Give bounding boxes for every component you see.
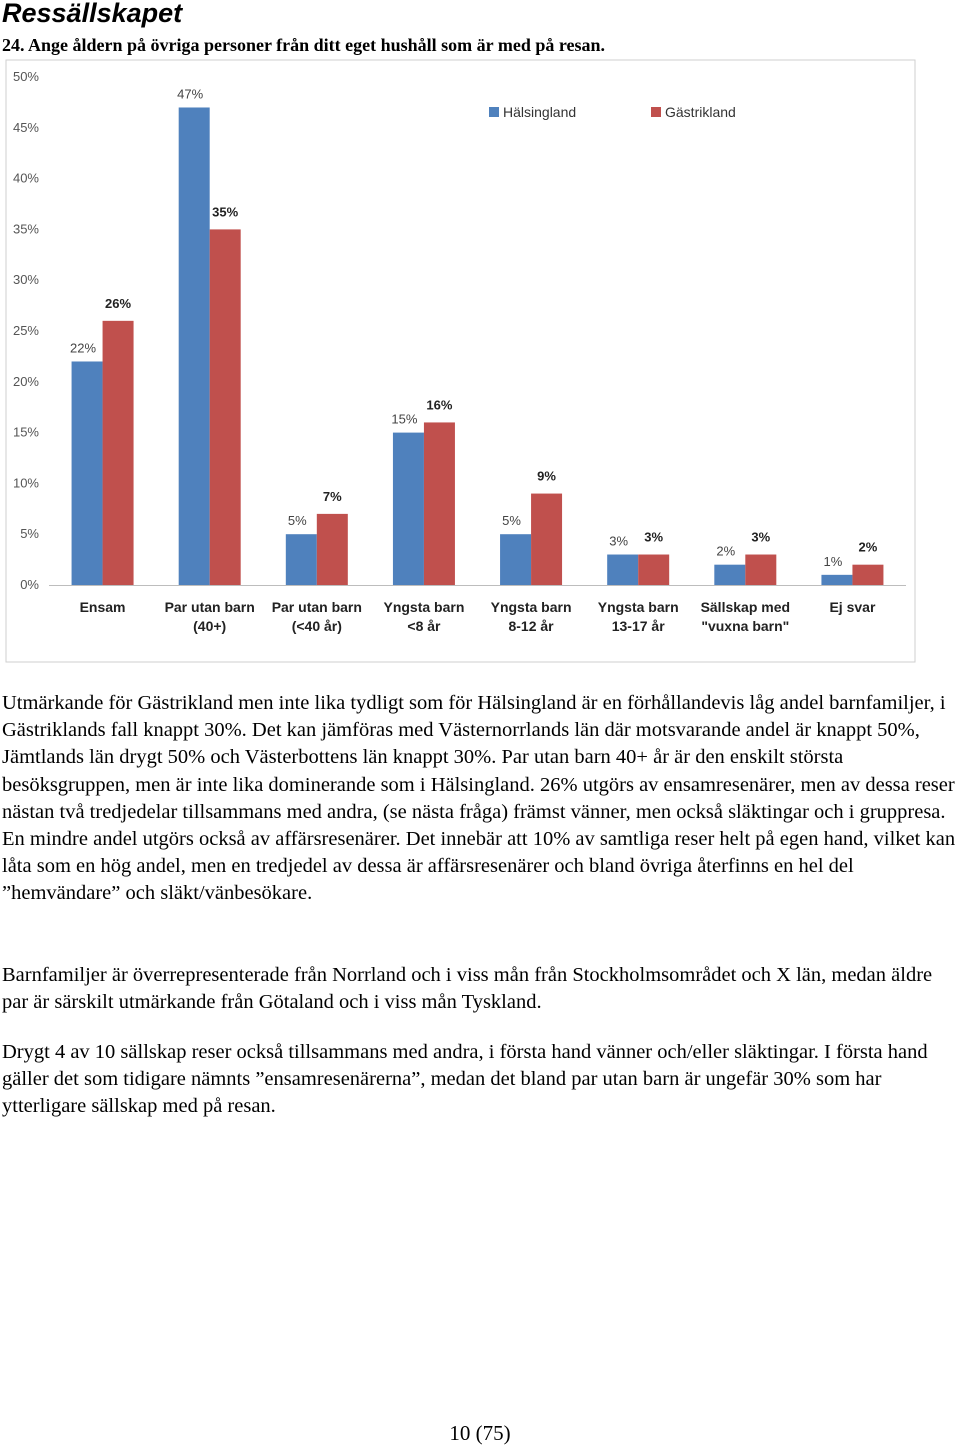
y-tick-label: 0% bbox=[20, 577, 39, 592]
legend-swatch bbox=[489, 107, 499, 117]
x-tick-label: Yngsta barn <8 år bbox=[383, 599, 465, 634]
data-label: 16% bbox=[426, 397, 453, 413]
bar-g-strikland bbox=[745, 555, 776, 585]
bar-h-lsingland bbox=[179, 107, 210, 585]
data-label: 47% bbox=[177, 86, 204, 102]
data-label: 15% bbox=[391, 411, 418, 427]
x-tick-label: Yngsta barn 8-12 år bbox=[490, 599, 572, 634]
y-tick-label: 25% bbox=[12, 323, 39, 338]
bar-g-strikland bbox=[317, 514, 348, 585]
paragraph-2: Barnfamiljer är överrepresenterade från Norrland och i viss mån från Stockholmsområdet och X län, medan äldre par är särskilt utmärkande från Götaland och i viss mån Tyskland. bbox=[2, 964, 933, 1014]
data-label: 3% bbox=[609, 533, 629, 549]
paragraph-1: Utmärkande för Gästrikland men inte lika tydligt som för Hälsingland är en förhållandevis låg andel barnfamiljer, i Gästriklands fall knappt 30%. Det kan jämföras med Västernorrlands län där motsvarande andel är knappt 50%, Jämtlands län drygt 50% och Västerbottens län knappt 30%. Par utan barn 40+ år är den enskilt största besöksgruppen, men är inte lika dominerande som i Hälsingland. 26% utgörs av ensamresenärer, men av dessa reser nästan två tredjedelar tillsammans med andra, (se nästa fråga) främst vänner, men också släktingar och i gruppresa. En mindre andel utgörs också av affärsresenärer. Det innebär att 10% av samtliga reser helt på egen hand, vilket kan låta som en hög andel, men en tredjedel av dessa är affärsresenärer och bland övriga återfinns en hel del ”hemvändare” och släkt/vänbesökare. bbox=[2, 692, 956, 905]
x-tick-label: Ensam bbox=[79, 599, 126, 615]
bar-h-lsingland bbox=[607, 555, 638, 585]
data-label: 7% bbox=[322, 488, 342, 504]
data-label: 3% bbox=[644, 529, 664, 545]
y-tick-label: 15% bbox=[12, 424, 39, 440]
data-label: 3% bbox=[751, 529, 771, 545]
y-tick-label: 5% bbox=[20, 526, 39, 542]
bar-h-lsingland bbox=[714, 565, 745, 585]
y-tick-label: 35% bbox=[12, 221, 39, 237]
bar-g-strikland bbox=[852, 565, 883, 585]
bar-h-lsingland bbox=[72, 361, 103, 585]
bar-h-lsingland bbox=[500, 534, 531, 585]
legend-label: Gästrikland bbox=[665, 104, 736, 120]
page-title: Ressällskapet bbox=[2, 0, 183, 28]
age-bar-chart bbox=[0, 58, 960, 668]
bar-h-lsingland bbox=[286, 534, 317, 585]
data-label: 26% bbox=[105, 295, 132, 311]
y-tick-label: 20% bbox=[12, 373, 39, 389]
bar-g-strikland bbox=[210, 229, 241, 585]
y-tick-label: 30% bbox=[12, 272, 39, 288]
bar-g-strikland bbox=[424, 422, 455, 585]
x-tick-label: Ej svar bbox=[829, 599, 876, 615]
x-tick-label: Par utan barn (<40 år) bbox=[271, 599, 362, 634]
x-tick-label: Sällskap med "vuxna barn" bbox=[700, 599, 791, 634]
x-tick-label: Yngsta barn 13-17 år bbox=[597, 599, 679, 634]
data-label: 9% bbox=[537, 468, 556, 484]
data-label: 1% bbox=[823, 553, 843, 569]
data-label: 5% bbox=[287, 513, 307, 529]
data-label: 2% bbox=[858, 539, 878, 555]
y-tick-label: 40% bbox=[12, 170, 39, 186]
paragraph-3: Drygt 4 av 10 sällskap reser också tillsammans med andra, i första hand vänner och/eller släktingar. I första hand gäller det som tidigare nämnts ”ensamresenärerna”, medan det bland par utan barn är ungefär 30% som har ytterligare sällskap med på resan. bbox=[2, 1041, 928, 1118]
data-label: 22% bbox=[70, 340, 97, 356]
data-label: 35% bbox=[212, 204, 239, 220]
bar-g-strikland bbox=[103, 321, 134, 585]
chart-frame bbox=[6, 60, 915, 662]
legend-label: Hälsingland bbox=[503, 104, 577, 120]
y-tick-label: 50% bbox=[12, 69, 39, 84]
bar-h-lsingland bbox=[393, 433, 424, 585]
bar-g-strikland bbox=[531, 494, 562, 585]
survey-question: 24. Ange åldern på övriga personer från ditt eget hushåll som är med på resan. bbox=[2, 35, 606, 55]
x-tick-label: Par utan barn (40+) bbox=[164, 599, 255, 634]
y-tick-label: 45% bbox=[12, 119, 39, 135]
data-label: 2% bbox=[716, 543, 736, 559]
data-label: 5% bbox=[502, 513, 521, 529]
y-tick-label: 10% bbox=[12, 475, 39, 491]
bar-g-strikland bbox=[638, 555, 669, 585]
legend-swatch bbox=[651, 107, 661, 117]
bar-h-lsingland bbox=[821, 575, 852, 585]
page-number: 10 (75) bbox=[449, 1421, 511, 1445]
